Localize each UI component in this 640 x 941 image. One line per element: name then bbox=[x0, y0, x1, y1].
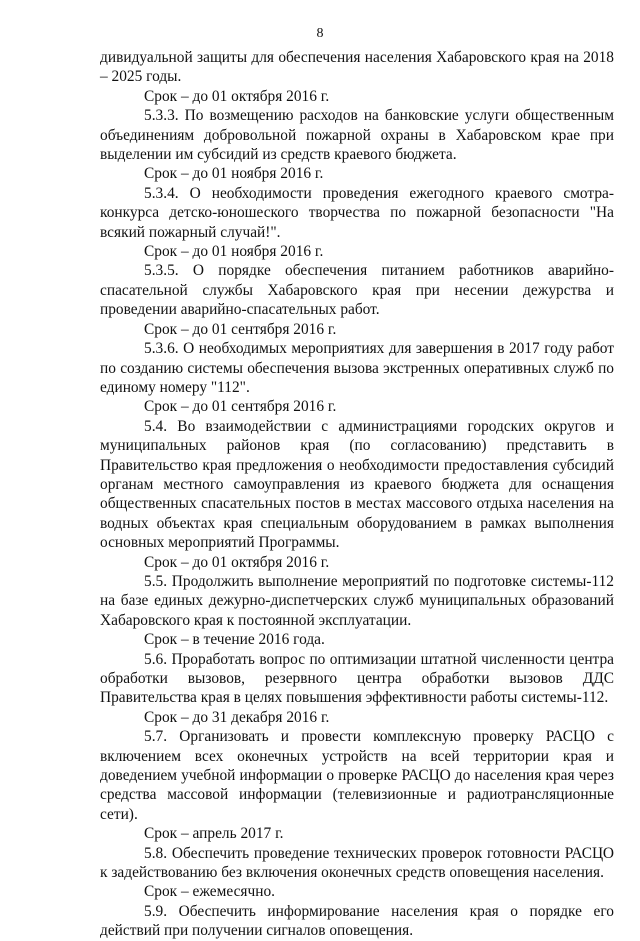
deadline-text: Срок – до 01 сентября 2016 г. bbox=[144, 398, 337, 416]
paragraph-5-5: 5.5. Продолжить выполнение мероприятий по подготовке системы-112 на базе единых дежурно-диспетчерских служб муниципальных образований Хабаровского края к постоянной эксплуатации. bbox=[100, 572, 614, 629]
paragraph-5-7: 5.7. Организовать и провести комплексную проверку РАСЦО с включением всех оконечных устройств на всей территории края и доведением учебной информации о проверке РАСЦО до населения края через средства массовой информации (телевизионные и радиотрансляционные сети). bbox=[100, 728, 614, 823]
deadline-text: Срок – до 01 сентября 2016 г. bbox=[144, 320, 337, 338]
paragraph-5-3-5: 5.3.5. О порядке обеспечения питанием работников аварийно-спасательной службы Хабаровского края при несении дежурства и проведении аварийно-спасательных работ. bbox=[100, 262, 614, 319]
paragraph-5-6: 5.6. Проработать вопрос по оптимизации штатной численности центра обработки вызовов, резервного центра обработки вызовов ДДС Правительства края в целях повышения эффективности работы системы-112. bbox=[100, 650, 614, 707]
paragraph-5-4: 5.4. Во взаимодействии с администрациями городских округов и муниципальных районов края (по согласованию) представить в Правительство края предложения о необходимости предоставления субсидий органам местного самоуправления из краевого бюджета для оснащения общественных спасательных постов в местах массового отдыха населения на водных объектах края специальным оборудованием в рамках выполнения основных мероприятий Программы. bbox=[100, 417, 614, 552]
deadline-text: Срок – до 31 декабря 2016 г. bbox=[144, 708, 330, 726]
deadline-text: Срок – до 01 ноября 2016 г. bbox=[144, 243, 324, 261]
deadline-text: Срок – до 01 октября 2016 г. bbox=[144, 553, 330, 571]
paragraph-5-3-6: 5.3.6. О необходимых мероприятиях для завершения в 2017 году работ по созданию системы обеспечения вызова экстренных оперативных служб по единому номеру "112". bbox=[100, 340, 614, 396]
deadline-text: Срок – ежемесячно. bbox=[144, 883, 276, 901]
document-body bbox=[100, 48, 614, 941]
paragraph-5-8: 5.8. Обеспечить проведение технических проверок готовности РАСЦО к задействованию без включения оконечных средств оповещения населения. bbox=[100, 844, 614, 882]
paragraph-5-3-3: 5.3.3. По возмещению расходов на банковские услуги общественным объединениям добровольной пожарной охраны в Хабаровском крае при выделении им субсидий из средств краевого бюджета. bbox=[100, 107, 614, 164]
paragraph-5-9: 5.9. Обеспечить информирование населения края о порядке его действий при получении сигналов оповещения. bbox=[100, 902, 614, 940]
paragraph-intro: дивидуальной защиты для обеспечения населения Хабаровского края на 2018 – 2025 годы. bbox=[100, 49, 614, 86]
page-number: 8 bbox=[316, 26, 324, 41]
deadline-text: Срок – до 01 ноября 2016 г. bbox=[144, 165, 324, 183]
deadline-text: Срок – до 01 октября 2016 г. bbox=[144, 87, 330, 105]
deadline-text: Срок – апрель 2017 г. bbox=[144, 825, 284, 843]
paragraph-5-3-4: 5.3.4. О необходимости проведения ежегодного краевого смотра-конкурса детско-юношеского творчества по пожарной безопасности "На всякий пожарный случай!". bbox=[100, 184, 614, 241]
deadline-text: Срок – в течение 2016 года. bbox=[144, 631, 325, 649]
